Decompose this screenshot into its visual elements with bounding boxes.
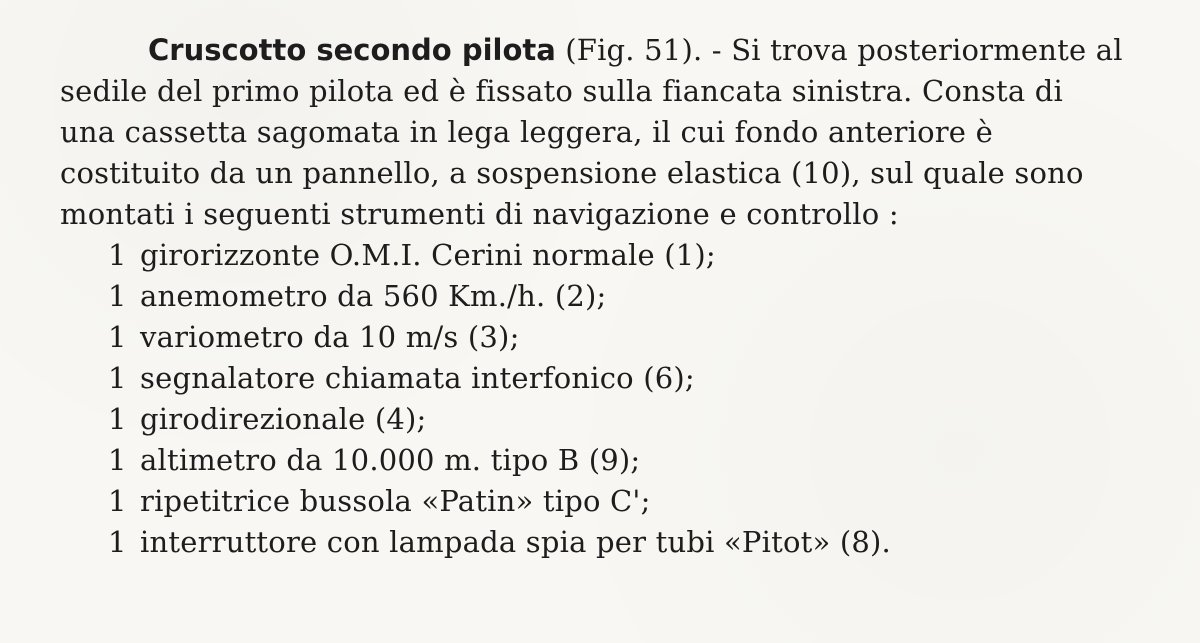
paragraph-line: una cassetta sagomata in lega leggera, il cui fondo anteriore è [60,115,993,149]
item-quantity: 1 [108,320,127,354]
list-item [60,522,1140,563]
item-text: segnalatore chiamata interfonico (6); [140,361,695,395]
item-quantity: 1 [108,279,127,313]
document-text-block [60,30,1140,563]
first-line-text: (Fig. 51). - Si trova posteriormente al [555,33,1123,67]
paragraph-line: montati i seguenti strumenti di navigazione e controllo : [60,197,899,231]
list-item [60,399,1140,440]
paragraph-line: sedile del primo pilota ed è fissato sulla fiancata sinistra. Consta di [60,74,1064,108]
list-item [60,235,1140,276]
item-quantity: 1 [108,443,127,477]
item-quantity: 1 [108,525,127,559]
item-text: girodirezionale (4); [140,402,427,436]
item-text: ripetitrice bussola «Patin» tipo C'; [140,484,651,518]
item-text: interruttore con lampada spia per tubi «Pitot» (8). [140,525,891,559]
list-item [60,276,1140,317]
item-quantity: 1 [108,361,127,395]
item-text: altimetro da 10.000 m. tipo B (9); [140,443,641,477]
item-text: anemometro da 560 Km./h. (2); [140,279,607,313]
instrument-list [60,235,1140,563]
item-text: variometro da 10 m/s (3); [140,320,520,354]
list-item [60,358,1140,399]
list-item [60,317,1140,358]
section-heading: Cruscotto secondo pilota [148,33,556,67]
list-item [60,481,1140,522]
item-quantity: 1 [108,484,127,518]
paragraph-first-line [60,30,1140,71]
item-text: girorizzonte O.M.I. Cerini normale (1); [140,238,716,272]
paragraph-line: costituito da un pannello, a sospensione elastica (10), sul quale sono [60,156,1084,190]
item-quantity: 1 [108,238,127,272]
list-item [60,440,1140,481]
item-quantity: 1 [108,402,127,436]
